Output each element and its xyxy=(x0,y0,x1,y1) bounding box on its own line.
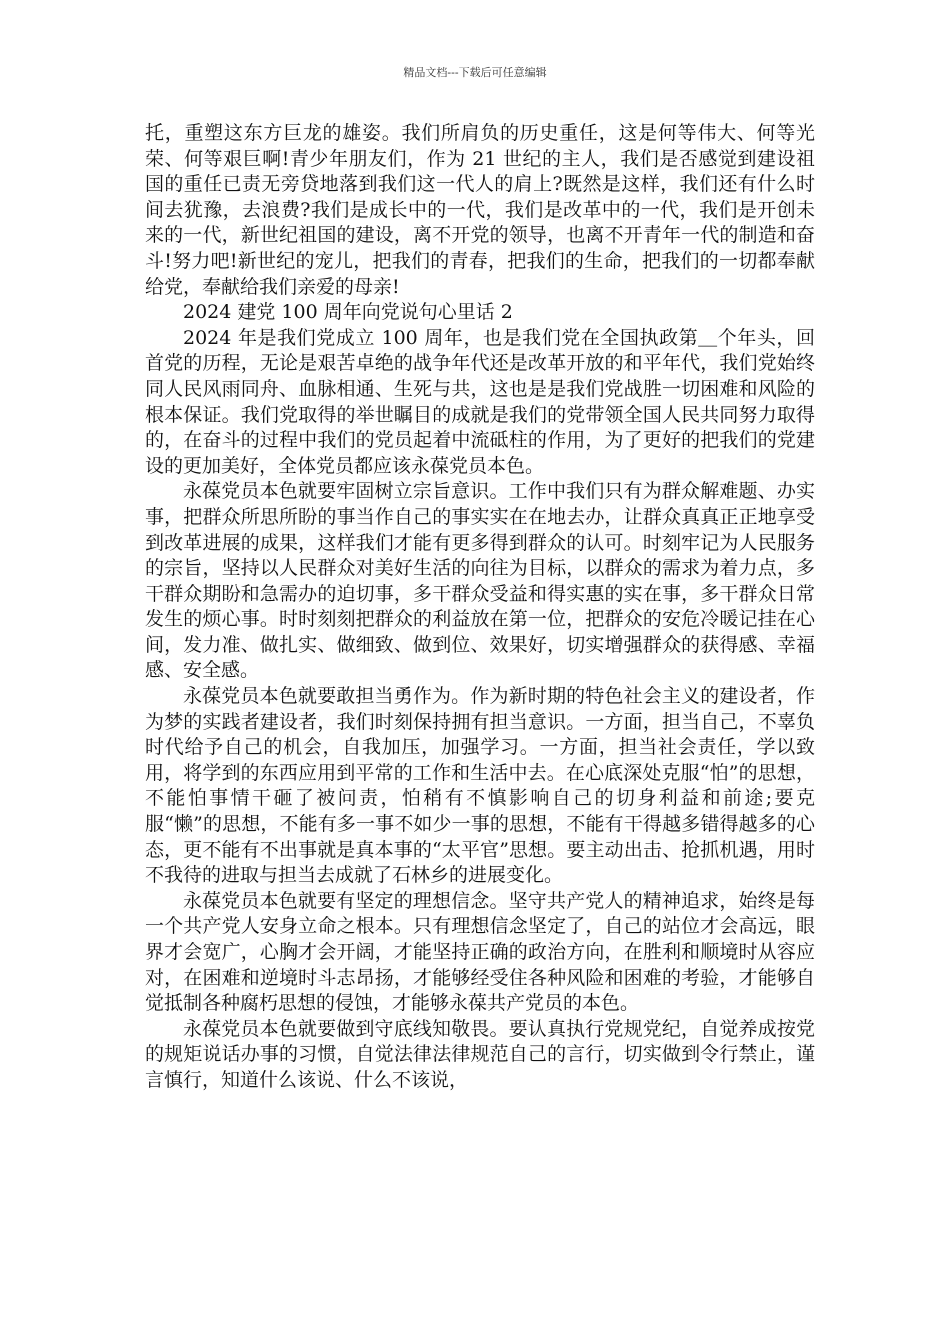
paragraph: 永葆党员本色就要敢担当勇作为。作为新时期的特色社会主义的建设者，作为梦的实践者建设者，我们时刻保持拥有担当意识。一方面，担当自己，不辜负时代给予自己的机会，自我加压，加强学习。一方面，担当社会责任，学以致用，将学到的东西应用到平常的工作和生活中去。在心底深处克服“怕”的思想，不能怕事情干砸了被问责，怕稍有不慎影响自己的切身利益和前途;要克服“懒”的思想，不能有多一事不如少一事的思想，不能有干得越多错得越多的心态，更不能有不出事就是真本事的“太平官”思想。要主动出击、抢抓机遇，用时不我待的进取与担当去成就了石林乡的进展变化。 xyxy=(145,685,815,887)
paragraph: 永葆党员本色就要做到守底线知敬畏。要认真执行党规党纪，自觉养成按党的规矩说话办事的习惯，自觉法律法律规范自己的言行，切实做到令行禁止，谨言慎行，知道什么该说、什么不该说， xyxy=(145,1017,815,1091)
document-body xyxy=(145,121,815,1094)
paragraph: 2024 年是我们党成立 100 周年，也是我们党在全国执政第＿个年头，回首党的历程，无论是艰苦卓绝的战争年代还是改革开放的和平年代，我们党始终同人民风雨同舟、血脉相通、生死与共，这也是是我们党战胜一切困难和风险的根本保证。我们党取得的举世瞩目的成就是我们的党带领全国人民共同努力取得的，在奋斗的过程中我们的党员起着中流砥柱的作用，为了更好的把我们的党建设的更加美好，全体党员都应该永葆党员本色。 xyxy=(145,326,815,477)
paragraph: 永葆党员本色就要有坚定的理想信念。坚守共产党人的精神追求，始终是每一个共产党人安身立命之根本。只有理想信念坚定了，自己的站位才会高远，眼界才会宽广，心胸才会开阔，才能坚持正确的政治方向，在胜利和顺境时从容应对，在困难和逆境时斗志昂扬，才能够经受住各种风险和困难的考验，才能够自觉抵制各种腐朽思想的侵蚀，才能够永葆共产党员的本色。 xyxy=(145,889,815,1015)
section-heading: 2024 建党 100 周年向党说句心里话 2 xyxy=(183,301,513,324)
page-header: 精品文档---下载后可任意编辑 xyxy=(403,66,547,79)
paragraph: 托，重塑这东方巨龙的雄姿。我们所肩负的历史重任，这是何等伟大、何等光荣、何等艰巨啊!青少年朋友们，作为 21 世纪的主人，我们是否感觉到建设祖国的重任已责无旁贷地落到我们这一代人的肩上?既然是这样，我们还有什么时间去犹豫，去浪费?我们是成长中的一代，我们是改革中的一代，我们是开创未来的一代，新世纪祖国的建设，离不开党的领导，也离不开青年一代的制造和奋斗!努力吧!新世纪的宠儿，把我们的青春，把我们的生命，把我们的一切都奉献给党，奉献给我们亲爱的母亲! xyxy=(145,122,815,298)
paragraph: 永葆党员本色就要牢固树立宗旨意识。工作中我们只有为群众解难题、办实事，把群众所思所盼的事当作自己的事实实在在地去办，让群众真真正正地享受到改革进展的成果，这样我们才能有更多得到群众的认可。时刻牢记为人民服务的宗旨，坚持以人民群众对美好生活的向往为目标，以群众的需求为着力点，多干群众期盼和急需办的迫切事，多干群众受益和得实惠的实在事，多干群众日常发生的烦心事。时时刻刻把群众的利益放在第一位，把群众的安危冷暖记挂在心间，发力准、做扎实、做细致、做到位、效果好，切实增强群众的获得感、幸福感、安全感。 xyxy=(145,480,815,682)
